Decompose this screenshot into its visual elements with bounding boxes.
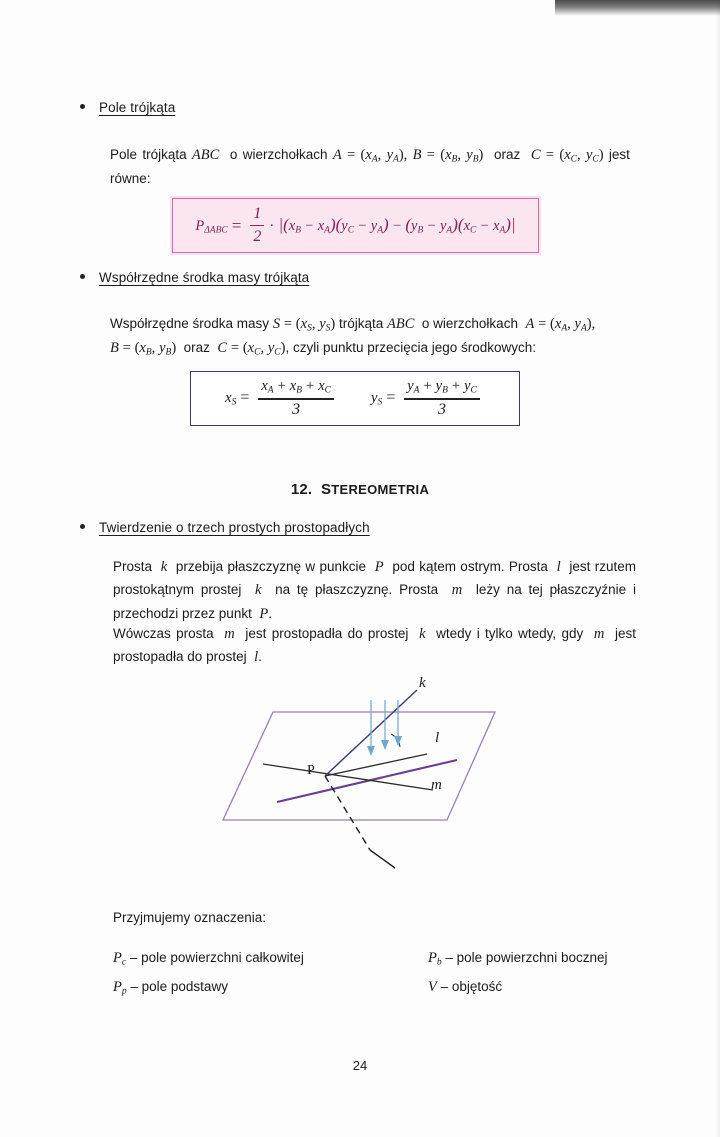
bullet-label: Pole trójkąta: [99, 100, 176, 115]
bullet-pole-trojkata: [80, 100, 175, 115]
figure-three-perpendiculars: [195, 672, 525, 882]
paragraph-area-triangle: Pole trójkąta ABC o wierzchołkach $A = (x_A$, $y_A$), $B = (x_B$, $y_B$) oraz $C = (x_C$, $y_C$) jest równe:: [110, 147, 630, 187]
formula-box-triangle-area: [172, 198, 539, 253]
formula-triangle-area: [195, 205, 515, 247]
fraction-denominator: 3: [438, 401, 447, 419]
scan-artifact-top: [555, 0, 720, 16]
formula-equals: =: [231, 215, 242, 235]
formula-x-equals: =: [240, 389, 250, 407]
notation-intro: Przyjmujemy oznaczenia:: [113, 910, 267, 925]
formula-centroid-y: [371, 377, 485, 420]
label-P: P: [307, 763, 315, 778]
chapter-title-first: S: [321, 481, 332, 498]
scan-artifact-right-edge: [715, 0, 720, 1137]
paragraph-centroid: Współrzędne środka masy $S = (x_S$, $y_S$) trójkąta ABC o wierzchołkach $A = (x_A$, $y_A$), $B = (x_B$, $y_B$) oraz $C = (x_C$, $y_C$), czyli punktu przecięcia jego środkowych:: [110, 316, 596, 358]
chapter-number: 12.: [290, 481, 313, 498]
chapter-heading: [0, 481, 720, 498]
theorem-paragraph-1: Prosta k przebija płaszczyznę w punkcie P pod kątem ostrym. Prosta l jest rzutem prostokątnym prostej k na tę płaszczyznę. Prosta m leży na tej płaszczyźnie i przechodzi przez punkt P.: [113, 559, 636, 622]
fraction-y: [404, 377, 480, 420]
theorem-paragraph-2: Wówczas prosta m jest prostopadła do prostej k wtedy i tylko wtedy, gdy m jest prostopadła do prostej l.: [113, 626, 637, 666]
line-l: [325, 754, 427, 776]
chapter-title-rest: TEREOMETRIA: [331, 482, 430, 497]
legend-item-pp: [113, 979, 228, 997]
line-k-below: [370, 850, 395, 868]
fraction-one-half: [250, 205, 264, 247]
bullet-dot-icon: [80, 104, 85, 109]
formula-x-lhs: $x_S$: [225, 390, 237, 408]
plane-outline: [223, 712, 495, 820]
fraction-x: [258, 377, 334, 420]
formula-box-centroid: [190, 371, 520, 426]
fraction-numerator: 1: [253, 204, 262, 222]
fraction-denominator: 3: [292, 401, 301, 419]
formula-y-lhs: $y_S$: [371, 390, 383, 408]
page-number: 24: [352, 1058, 368, 1073]
bullet-dot-icon: [80, 274, 85, 279]
legend-item-pc: [113, 950, 304, 968]
legend-symbol: $P_p$: [113, 979, 127, 997]
label-m: m: [431, 777, 442, 793]
legend-desc: – objętość: [440, 979, 503, 994]
fraction-bar: [258, 398, 334, 399]
fraction-numerator: $y_A + y_B + y_C$: [407, 378, 477, 396]
label-l: l: [435, 730, 440, 746]
legend-desc: – pole powierzchni całkowitej: [129, 950, 304, 965]
legend-symbol: V: [428, 979, 437, 995]
fraction-bar: [404, 398, 480, 399]
legend-item-pb: [428, 950, 607, 968]
fraction-bar: [250, 225, 264, 226]
legend-item-v: [428, 979, 502, 996]
line-k-hidden-dashed: [325, 776, 370, 850]
legend-symbol: $P_b$: [428, 950, 442, 968]
bullet-label: Twierdzenie o trzech prostych prostopadłych: [99, 520, 370, 535]
label-k: k: [419, 675, 426, 691]
formula-y-equals: =: [386, 389, 396, 407]
formula-centroid-x: [225, 377, 339, 420]
legend-desc: – pole podstawy: [130, 979, 228, 994]
bullet-twierdzenie: [80, 520, 370, 535]
bullet-dot-icon: [80, 524, 85, 529]
legend-symbol: $P_c$: [113, 950, 127, 968]
bullet-srodek-masy: [80, 270, 309, 285]
legend-desc: – pole powierzchni bocznej: [445, 950, 608, 965]
formula-lhs: $P_{\Delta ABC}$: [195, 218, 228, 236]
formula-rhs: · $|(x_B - x_A)(y_C - y_A) - (y_B - y_A)(x_C - x_A)|$: [269, 215, 516, 236]
bullet-label: Współrzędne środka masy trójkąta: [99, 270, 310, 285]
fraction-numerator: $x_A + x_B + x_C$: [261, 378, 331, 396]
fraction-denominator: 2: [253, 227, 262, 245]
